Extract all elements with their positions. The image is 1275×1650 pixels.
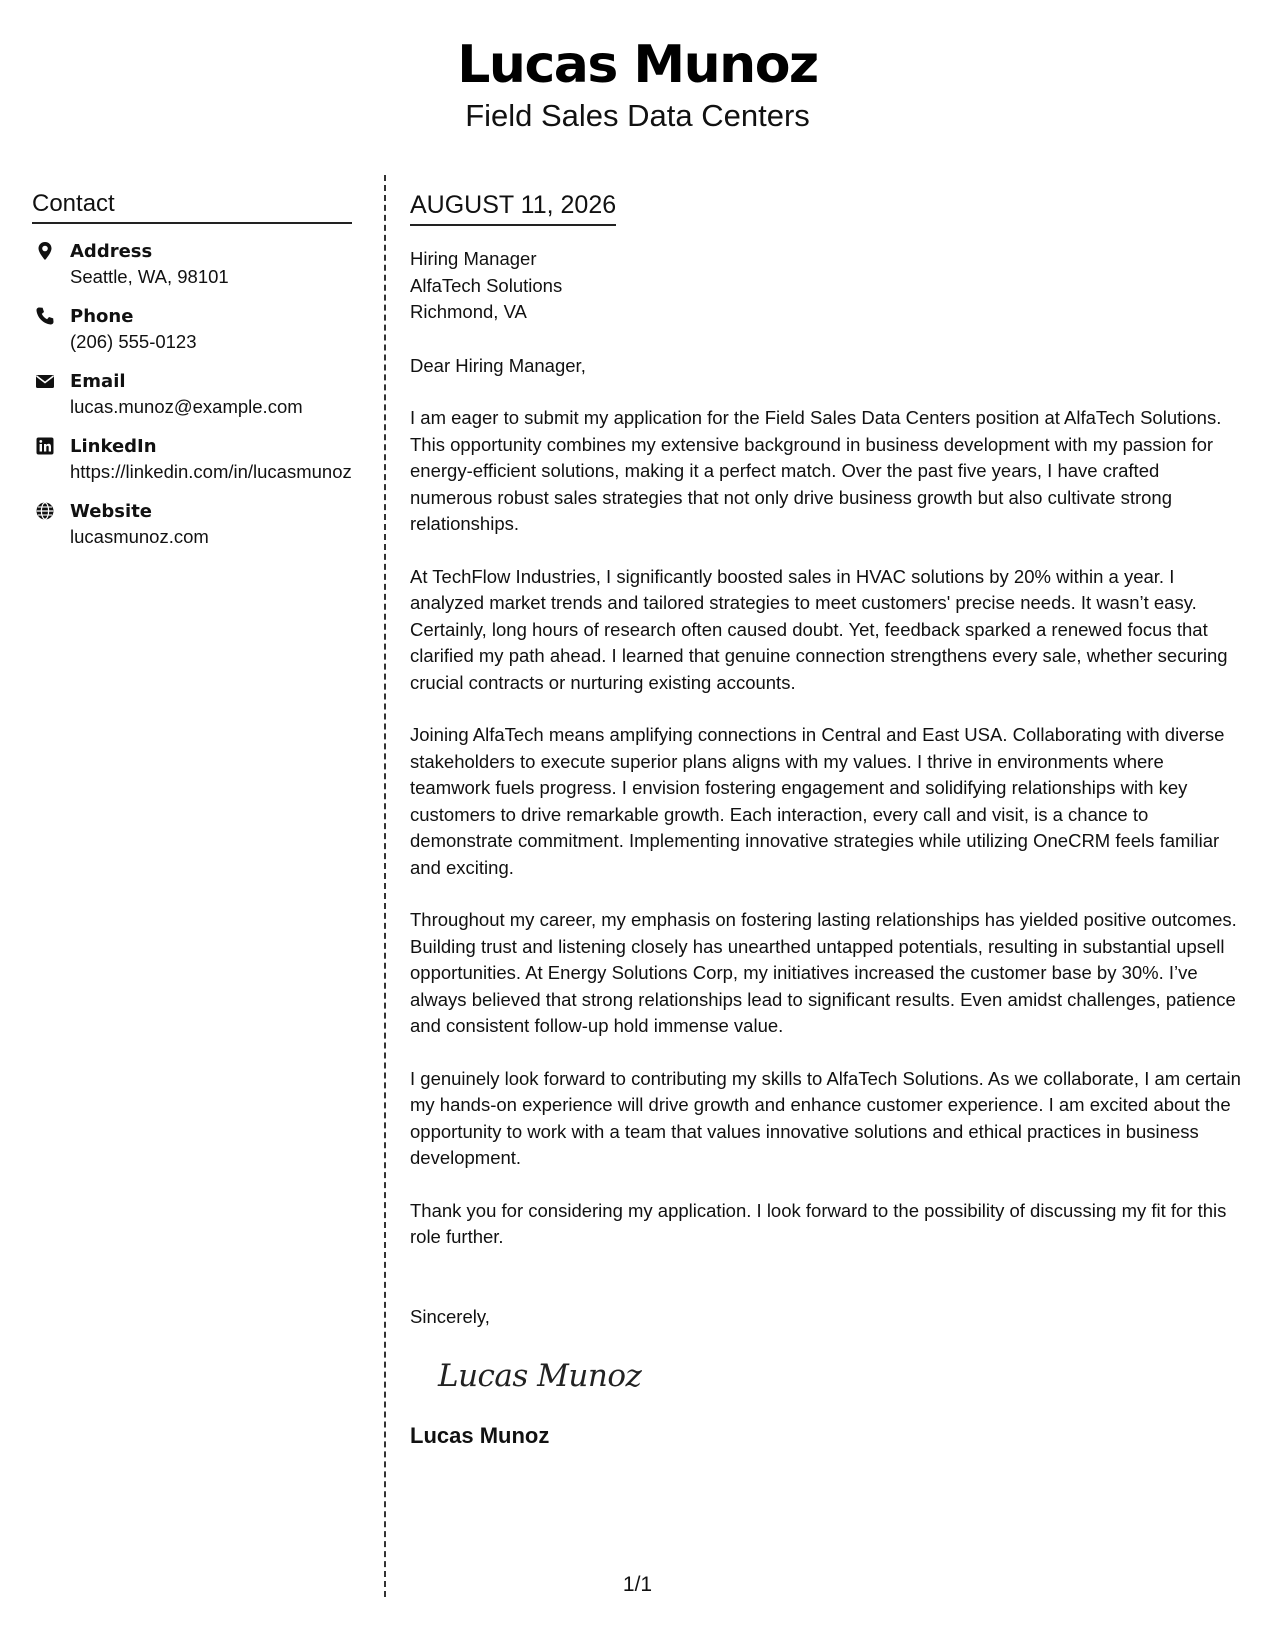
address-value: Seattle, WA, 98101 [70,266,229,287]
letter-date: AUGUST 11, 2026 [410,190,616,226]
body-paragraph: I am eager to submit my application for the Field Sales Data Centers position at AlfaTech Solutions. This opportunity combines my extensive background in business development with my passion for energy-efficient solutions, making it a perfect match. Over the past five years, I have crafted numerous robust sales strategies that not only drive business growth but also cultivate strong relationships. [410,407,1222,534]
body-paragraph: At TechFlow Industries, I significantly boosted sales in HVAC solutions by 20% within a year. I analyzed market trends and tailored strategies to meet customers' precise needs. It wasn’t easy. Certainly, long hours of research often caused doubt. Yet, feedback sparked a renewed focus that clarified my path ahead. I learned that genuine connection strengthens every sale, whether securing crucial contracts or nurturing existing accounts. [410,565,1228,693]
recipient-line: AlfaTech Solutions [410,274,563,296]
website-value[interactable]: lucasmunoz.com [70,526,209,547]
contact-heading: Contact [32,190,352,224]
svg-text:Lucas Munoz: Lucas Munoz [438,1358,642,1394]
job-title: Field Sales Data Centers [465,98,810,133]
signer-name: Lucas Munoz [410,1423,550,1448]
email-label: Email [70,371,126,392]
globe-icon [35,501,55,521]
salutation: Dear Hiring Manager, [410,354,586,376]
letter-header [0,34,1275,136]
page-number [0,1573,1275,1597]
envelope-icon [35,371,55,391]
linkedin-value[interactable]: https://linkedin.com/in/lucasmunoz [70,461,352,482]
column-divider [384,175,386,1597]
body-paragraph: Joining AlfaTech means amplifying connections in Central and East USA. Collaborating with diverse stakeholders to execute superior plans aligns with my values. I thrive in environments where teamwork fuels progress. I envision fostering engagement and solidifying relationships with key customers to drive remarkable growth. Each interaction, every call and visit, is a chance to demonstrate commitment. Implementing innovative strategies while utilizing OneCRM feels familiar and exciting. [410,724,1225,878]
handwritten-signature [434,1352,654,1402]
address-label: Address [70,241,153,262]
phone-label: Phone [70,306,134,327]
recipient-line: Richmond, VA [410,301,527,322]
contact-phone [32,304,352,354]
body-paragraph: Throughout my career, my emphasis on fostering lasting relationships has yielded positive outcomes. Building trust and listening closely has unearthed untapped potentials, resulting in substantial upsell opportunities. At Energy Solutions Corp, my initiatives increased the customer base by 30%. I’ve always believed that strong relationships lead to significant results. Even amidst challenges, patience and consistent follow-up hold immense value. [410,909,1237,1036]
body-paragraph: Thank you for considering my application. I look forward to the possibility of discussing my fit for this role further. [410,1199,1227,1247]
contact-address [32,239,352,289]
phone-icon [35,306,55,326]
page-number-text: 1/1 [622,1573,653,1596]
linkedin-icon [35,436,55,456]
contact-linkedin [32,434,352,484]
location-pin-icon [35,241,55,261]
phone-value: (206) 555-0123 [70,331,197,352]
body-paragraph: I genuinely look forward to contributing my skills to AlfaTech Solutions. As we collaborate, I am certain my hands-on experience will drive growth and enhance customer experience. I am excited about the opportunity to work with a team that values innovative solutions and ethical practices in business development. [410,1067,1241,1168]
letter-body [410,190,1245,1450]
closing: Sincerely, [410,1305,490,1327]
contact-email [32,369,352,419]
website-label: Website [70,501,153,522]
recipient-block [410,246,1245,326]
contact-sidebar [32,190,352,549]
recipient-line: Hiring Manager [410,248,537,269]
contact-website [32,499,352,549]
applicant-name: Lucas Munoz [457,35,818,95]
email-value[interactable]: lucas.munoz@example.com [70,396,303,417]
linkedin-label: LinkedIn [70,436,157,457]
